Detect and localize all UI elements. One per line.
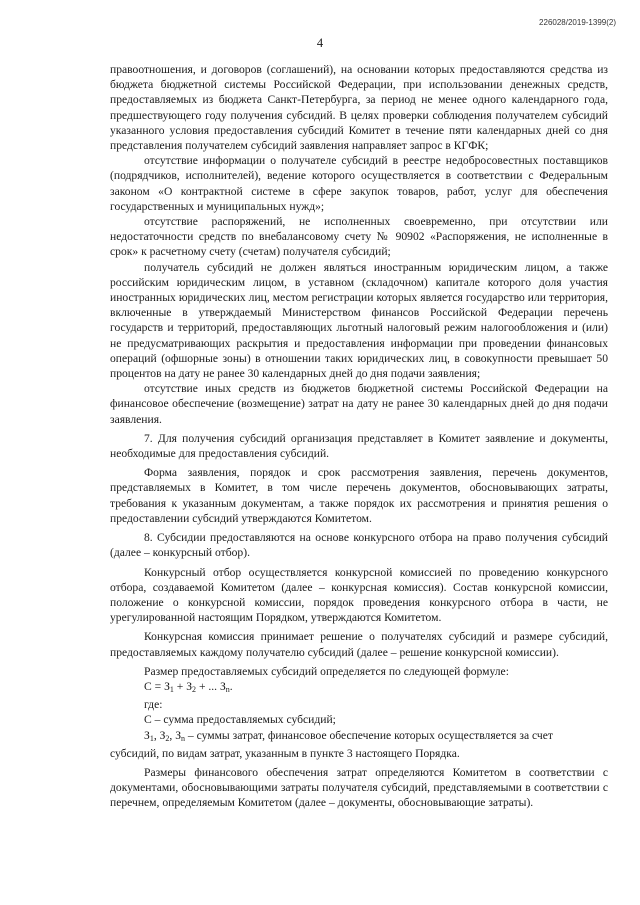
formula-where: где: <box>144 698 163 712</box>
paragraph-item-8: 8. Субсидии предоставляются на основе конкурсного отбора на право получения субсидий (далее – конкурсный отбор). <box>110 531 608 560</box>
paragraph-unexecuted-orders: отсутствие распоряжений, не исполненных своевременно, при отсутствии или недостаточности средств по внебалансовому счету № 90902 «Распоряжения, не исполненные в срок» к расчетному счету (счетам) получателя субсидий; <box>110 215 608 259</box>
paragraph-application-form: Форма заявления, порядок и срок рассмотрения заявления, перечень документов, представляемых в Комитет, в том числе перечень документов, обосновывающих затраты, требования к указанным документам, а также порядок их рассмотрения и принятия решения о предоставлении субсидий утверждаются Комитетом. <box>110 466 608 525</box>
subsidy-formula: $С = З_1 + З_2$ + ... $З_n$. <box>144 679 233 694</box>
document-id: 226028/2019-1399(2) <box>539 18 616 27</box>
paragraph-foreign-entity: получатель субсидий не должен являться иностранным юридическим лицом, а также российским юридическим лицом, в уставном (складочном) капитале которого доля участия иностранных юридических лиц, местом регистрации которых является государство или территория, включенные в утверждаемый Министерством финансов Российской Федерации перечень государств и территорий, предоставляющих льготный налоговый режим налогообложения и (или) не предусматривающих раскрытия и предоставления информации при проведении финансовых операций (офшорные зоны) в отношении таких юридических лиц, в совокупности превышает 50 процентов на дату не ранее 30 календарных дней до дня подачи заявления; <box>110 260 608 381</box>
paragraph-unfair-suppliers: отсутствие информации о получателе субсидий в реестре недобросовестных поставщиков (подрядчиков, исполнителей), ведение которого осуществляется в соответствии с Федеральным законом «О контрактной системе в сфере закупок товаров, работ, услуг для обеспечения государственных и муниципальных нужд»; <box>110 154 608 213</box>
formula-c-definition: С – сумма предоставляемых субсидий; <box>144 713 336 727</box>
formula-z-definition-continued: субсидий, по видам затрат, указанным в пункте 3 настоящего Порядка. <box>110 746 460 760</box>
paragraph-commission-decision: Конкурсная комиссия принимает решение о получателях субсидий и размере субсидий, предоставляемых каждому получателю субсидий (далее – решение конкурсной комиссии). <box>110 630 608 659</box>
paragraph-financing-amounts: Размеры финансового обеспечения затрат определяются Комитетом в соответствии с документами, обосновывающими затраты получателя субсидий, представляемыми в соответствии с перечнем, определяемым Комитетом (далее – документы, обосновывающие затраты). <box>110 765 608 810</box>
page-number: 4 <box>316 36 324 50</box>
formula-z-definition: $З_1$, $З_2$, $З_n$ – суммы затрат, финансовое обеспечение которых осуществляется за счет <box>144 728 553 743</box>
paragraph-other-funds: отсутствие иных средств из бюджетов бюджетной системы Российской Федерации на финансовое обеспечение (возмещение) затрат на дату не ранее 30 календарных дней до дня подачи заявления. <box>110 382 608 426</box>
paragraph-formula-intro: Размер предоставляемых субсидий определяется по следующей формуле: <box>144 664 509 678</box>
paragraph-competition-commission: Конкурсный отбор осуществляется конкурсной комиссией по проведению конкурсного отбора, создаваемой Комитетом (далее – конкурсная комиссия). Состав конкурсной комиссии, положение о конкурсной комиссии, порядок проведения конкурсного отбора в части, не урегулированной настоящим Порядком, утверждаются Комитетом. <box>110 565 608 625</box>
paragraph-continuation: правоотношения, и договоров (соглашений), на основании которых предоставляются средства из бюджета бюджетной системы Российской Федерации, при использовании денежных средств, предоставляемых из бюджета Санкт-Петербурга, за период не менее одного календарного года, предшествующего году получения субсидий. В целях проверки соблюдения получателем субсидий указанного условия предоставления субсидий Комитет в течение пяти календарных дней со дня представления получателем субсидий заявления направляет запрос в КГФК; <box>110 63 608 153</box>
document-body <box>110 62 608 811</box>
paragraph-item-7: 7. Для получения субсидий организация представляет в Комитет заявление и документы, необходимые для предоставления субсидий. <box>110 431 608 461</box>
